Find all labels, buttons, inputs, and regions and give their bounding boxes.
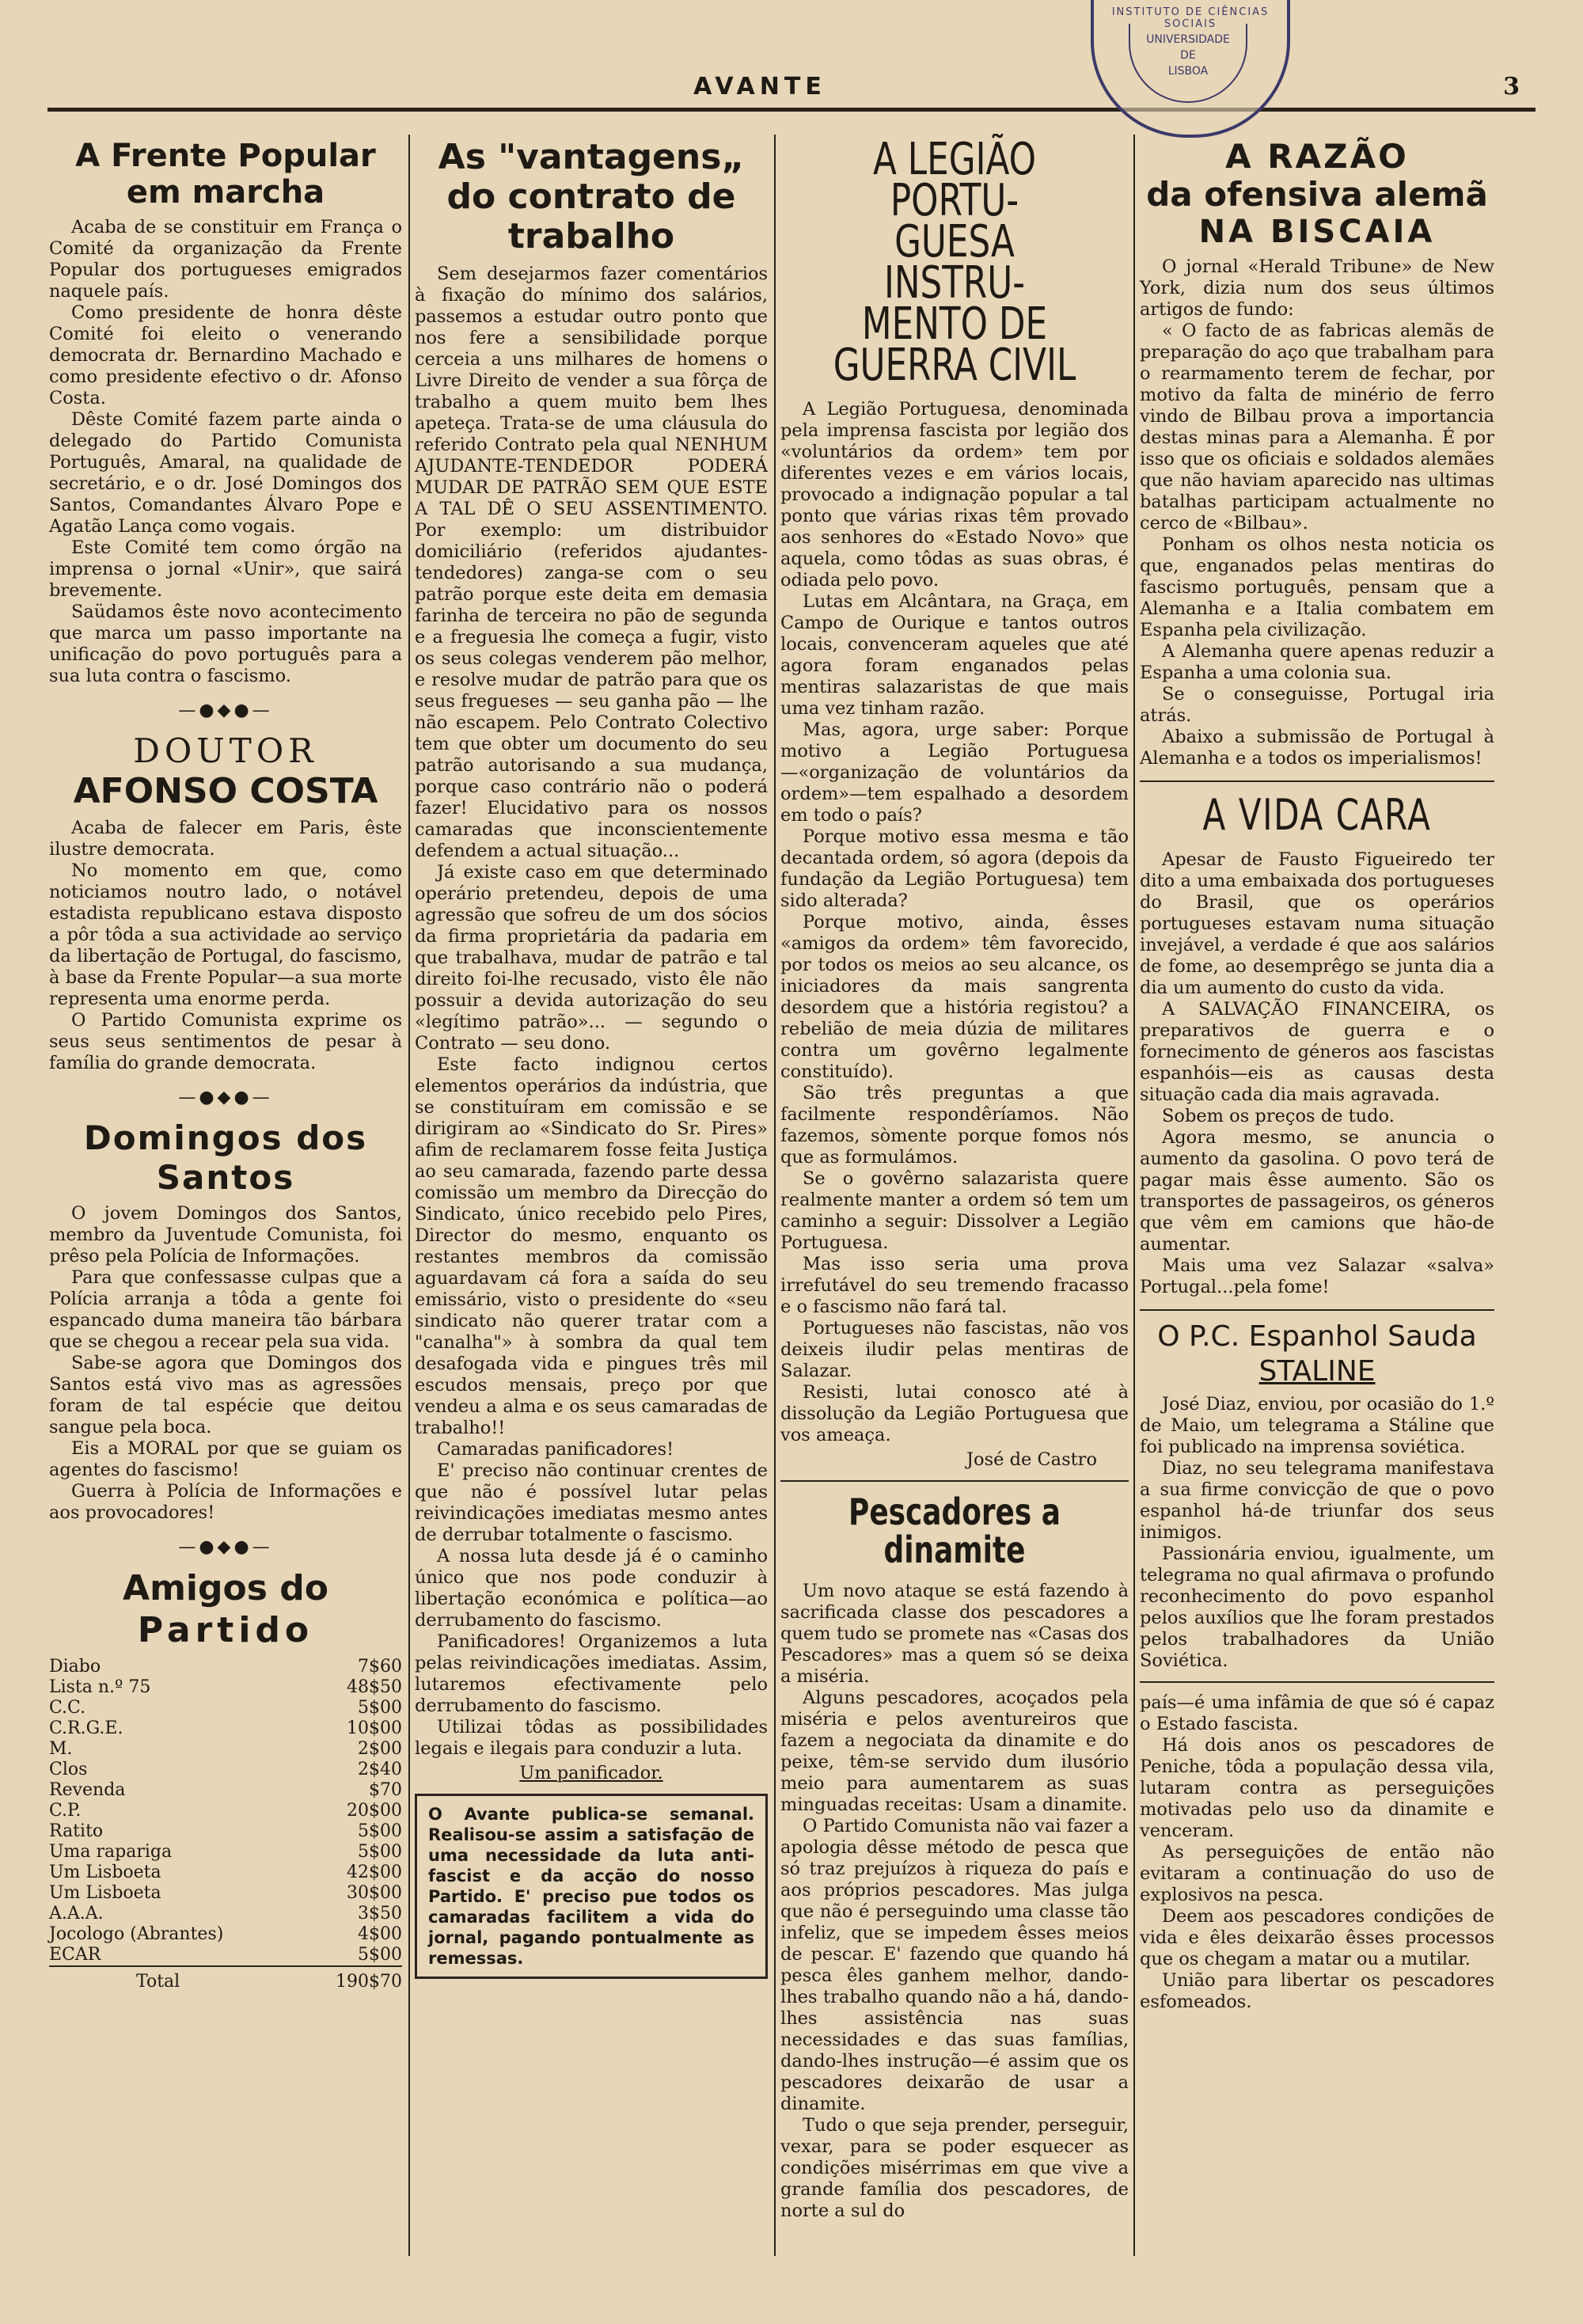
paragraph: Camaradas panificadores!	[437, 1438, 674, 1460]
ornament-divider: —●◆●—	[178, 1088, 273, 1108]
donor-name: C.R.G.E.	[49, 1718, 123, 1738]
donation-value: 5$00	[358, 1821, 402, 1841]
donation-value: 4$00	[358, 1923, 402, 1944]
paragraph: Mas isso seria uma prova irrefutável do seu tremendo fracasso e o fascismo não fará tal.	[780, 1254, 1129, 1317]
section-rule	[1140, 780, 1494, 782]
paragraph: A Legião Portuguesa, denominada pela imprensa fascista por legião dos «voluntários da ordem» tem por diferentes vezes e em vários locais, provocado a indignação popular a tal ponto que várias rixas têm provado aos senhores do «Estado Novo» que aquela, como tôdas as suas obras, é odiada pelo povo.	[780, 399, 1129, 590]
paragraph: Sabe-se agora que Domingos dos Santos está vivo mas as agressões foram de tal espécie que deitou sangue pela boca.	[49, 1353, 402, 1438]
paragraph: Lutas em Alcântara, na Graça, em Campo de Ourique e tantos outros locais, convenceram aqueles que até agora foram enganados pelas mentiras salazaristas de que mais uma vez tinham razão.	[780, 591, 1129, 719]
paragraph: Acaba de se constituir em França o Comité da organização da Frente Popular dos portugueses emigrados naquele país.	[49, 217, 402, 302]
headline: Partido	[137, 1609, 314, 1650]
paragraph: O Partido Comunista exprime os seus seus sentimentos de pesar à família do grande democrata.	[49, 1010, 402, 1074]
paragraph: Tudo o que seja prender, perseguir, vexar, para se poder esquecer as condições misérrimas em que vive a grande família dos pescadores, de norte a sul do	[780, 2114, 1129, 2221]
column-divider	[408, 135, 410, 2256]
headline: A VIDA CARA	[1202, 790, 1432, 841]
donation-row	[49, 1821, 402, 1842]
donation-value: 3$50	[358, 1903, 402, 1923]
donor-name: Um Lisboeta	[49, 1862, 161, 1882]
paragraph: Como presidente de honra dêste Comité foi eleito o venerando democrata dr. Bernardino Machado e como presidente efectivo o dr. Afonso Costa.	[49, 302, 402, 408]
section-rule	[780, 1480, 1129, 1482]
paragraph: Porque motivo, ainda, êsses «amigos da ordem» têm favorecido, por todos os meios ao seu alcance, os iniciadores da mais sangrenta desordem que a história registou? a rebelião de meia dúzia de militares contra um govêrno legalmente constituído).	[780, 912, 1129, 1082]
donation-value: 7$60	[358, 1656, 402, 1677]
stamp-line-3: LISBOA	[1167, 65, 1209, 78]
paragraph: Este facto indignou certos elementos operários da indústria, que se constituíram em comissão e se dirigiram ao «Sindicato do Sr. Pires» afim de reclamarem fosse feita Justiça ao seu camarada, fazendo parte dessa comissão um membro da Direcção do Sindicato, único recebido pelo Pires, Director do mesmo, enquanto os restantes membros da comissão aguardavam cá fora a saída do seu emissário, visto o presidente do «seu sindicato não querer tratar com a "canalha"» à sombra da qual tem desafogada vida e pingues três mil escudos mensais, preço por que vendeu a alma e os seus camaradas de trabalho!!	[415, 1054, 768, 1438]
article-contrato-trabalho	[415, 139, 768, 1784]
donation-row	[49, 1883, 402, 1904]
donation-row	[49, 1863, 402, 1883]
donation-row	[49, 1657, 402, 1677]
article-vida-cara	[1140, 790, 1494, 1298]
ornament-divider: —●◆●—	[178, 701, 273, 720]
masthead	[47, 73, 1536, 120]
article-frente-popular	[49, 139, 402, 687]
donor-name: Lista n.º 75	[49, 1677, 151, 1697]
ornament-divider: —●◆●—	[178, 1537, 273, 1558]
donation-row	[49, 1801, 402, 1821]
paragraph: Resisti, lutai conosco até à dissolução da Legião Portuguesa que vos ameaça.	[780, 1382, 1129, 1445]
donor-name: Clos	[49, 1759, 88, 1779]
donor-name: C.C.	[49, 1697, 86, 1718]
headline: do contrato de	[446, 177, 736, 218]
headline: trabalho	[507, 216, 675, 257]
paragraph: E' preciso não continuar crentes de que não é possível lutar pelas reivindicações imediatas mesmo antes de derrubar totalmente o fascismo.	[415, 1460, 768, 1545]
headline: da ofensiva alemã	[1146, 175, 1488, 215]
donations-total-row	[49, 1966, 402, 1992]
paragraph: Para que confessasse culpas que a Polícia arranja a tôda a gente foi espancado duma maneira tão bárbara que se chegou a recear pela sua vida.	[49, 1267, 402, 1353]
total-value: 190$70	[305, 1966, 402, 1992]
donor-name: Jocologo (Abrantes)	[49, 1923, 224, 1944]
headline: STALINE	[1258, 1354, 1376, 1388]
notice-box: O Avante publica-se semanal. Realisou-se assim a satisfação de uma necessidade da luta anti-fascist e da acção do nosso Partido. E' preciso pue todos os camaradas facilitem a vida do jornal, pagando pontualmente as remessas.	[415, 1794, 768, 1979]
newspaper-title: AVANTE	[693, 73, 826, 101]
column-divider	[774, 135, 776, 2256]
paragraph: Este Comité tem como órgão na imprensa o jornal «Unir», que sairá brevemente.	[49, 537, 402, 601]
total-label: Total	[49, 1966, 305, 1992]
paragraph: Abaixo a submissão de Portugal à Alemanha e a todos os imperialismos!	[1140, 727, 1494, 769]
donation-value: 30$00	[347, 1882, 402, 1903]
stamp-line-2: DE	[1180, 49, 1196, 62]
stamp-line-1: UNIVERSIDADE	[1146, 33, 1230, 46]
donation-value: 5$00	[358, 1841, 402, 1862]
donation-row	[49, 1842, 402, 1863]
article-domingos-santos	[49, 1118, 402, 1524]
donor-name: C.P.	[49, 1800, 82, 1821]
donation-row	[49, 1904, 402, 1924]
donation-value: 2$00	[358, 1738, 402, 1759]
headline: MENTO DE	[861, 298, 1048, 350]
column-4	[1140, 139, 1494, 2013]
donation-row	[49, 1924, 402, 1945]
donor-name: Diabo	[49, 1656, 101, 1677]
article-razao-ofensiva	[1140, 139, 1494, 769]
paragraph: Há dois anos os pescadores de Peniche, tôda a população dessa vila, lutaram contra as perseguições motivadas pelo uso da dinamite e venceram.	[1140, 1735, 1494, 1842]
headline: Pescadores a dinamite	[848, 1490, 1061, 1572]
headline: A RAZÃO	[1225, 137, 1409, 176]
headline: NA BISCAIA	[1198, 214, 1436, 251]
headline: Santos	[156, 1158, 295, 1198]
paragraph: Um novo ataque se está fazendo à sacrificada classe dos pescadores a quem tudo se promete nas «Casas dos Pescadores» mas a quem só se deixa a miséria.	[780, 1580, 1129, 1687]
section-rule	[1140, 1309, 1494, 1311]
article-legiao-portuguesa	[780, 134, 1129, 1471]
paragraph: Diaz, no seu telegrama manifestava a sua firme convicção de que o povo espanhol há-de triunfar dos seus inimigos.	[1140, 1458, 1494, 1544]
paragraph: Utilizai tôdas as possibilidades legais e ilegais para conduzir a luta.	[415, 1716, 768, 1759]
paragraph: União para libertar os pescadores esfomeados.	[1140, 1970, 1494, 2013]
headline: O P.C. Espanhol Sauda	[1157, 1320, 1477, 1353]
paragraph: país—é uma infâmia de que só é capaz o Estado fascista.	[1140, 1692, 1494, 1735]
stamp-inner	[1129, 24, 1247, 103]
paragraph: Eis a MORAL por que se guiam os agentes do fascismo!	[49, 1438, 402, 1481]
donation-row	[49, 1698, 402, 1718]
donation-value: 20$00	[347, 1800, 402, 1821]
article-pescadores-continued	[1140, 1692, 1494, 2013]
paragraph: Mas, agora, urge saber: Porque motivo a Legião Portuguesa—«organização de voluntários da ordem»—tem espalhado a desordem em todo o país?	[780, 720, 1129, 826]
donation-row	[49, 1780, 402, 1801]
column-3	[780, 134, 1129, 2222]
paragraph: Passionária enviou, igualmente, um telegrama no qual afirmava o profundo reconhecimento do povo espanhol pelos auxílios que lhe foram prestados pelos trabalhadores da União Soviética.	[1140, 1544, 1494, 1672]
paragraph: As perseguições de então não evitaram a continuação do uso de explosivos na pesca.	[1140, 1842, 1494, 1906]
donation-value: $70	[369, 1779, 402, 1800]
paragraph: Se o conseguisse, Portugal iria atrás.	[1140, 684, 1494, 727]
paragraph: Sem desejarmos fazer comentários à fixação do mínimo dos salários, passemos a estudar outro ponto que nos fere a sensibilidade porque cerceia a uns milhares de homens o Livre Direito de vender a sua fôrça de trabalho a quem muito bem lhes apeteça. Trata-se de uma cláusula do referido Contrato pela qual NENHUM AJUDANTE-TENDEDOR PODERÁ MUDAR DE PATRÃO SEM QUE ESTE A TAL DÊ O SEU ASSENTIMENTO. Por exemplo: um distribuidor domiciliário (referidos ajudantes-tendedores) zanga-se com o seu patrão porque este deita em demasia farinha de terceira no pão de segunda e a freguesia lhe começa a fugir, visto os seus colegas venderem pão melhor, e resolve mudar de patrão para que os seus fregueses — seu ganha pão — lhe não escapem. Pelo Contrato Colectivo tem que obter um documento do seu patrão autorisando a sua mudança, porque caso contrário não o poderá fazer! Elucidativo para os nossos camaradas que inconscientemente defendem a actual situação...	[415, 263, 768, 861]
paragraph: A SALVAÇÃO FINANCEIRA, os preparativos de guerra e o fornecimento de géneros aos fascistas espanhóis—eis as causas desta situação cada dia mais agravada.	[1140, 998, 1494, 1105]
headline: DOUTOR	[133, 731, 318, 770]
donation-value: 42$00	[347, 1862, 402, 1882]
paragraph: Portugueses não fascistas, não vos deixeis iludir pelas mentiras de Salazar.	[780, 1318, 1129, 1381]
signature: Um panificador.	[519, 1762, 663, 1783]
paragraph: Se o govêrno salazarista quere realmente manter a ordem só tem um caminho a seguir: Dissolver a Legião Portuguesa.	[780, 1168, 1129, 1253]
donor-name: Uma rapariga	[49, 1841, 173, 1862]
paragraph: Sobem os preços de tudo.	[1162, 1105, 1395, 1126]
donor-name: Um Lisboeta	[49, 1882, 161, 1903]
paragraph: « O facto de as fabricas alemãs de preparação do aço que trabalham para o rearmamento terem de fechar, por motivo da falta de minério de ferro vindo de Bilbau prova a importancia destas minas para a Alemanha. É por isso que os oficiais e soldados alemães que não haviam aparecido nas ultimas batalhas participam actualmente no cerco de «Bilbau».	[1140, 321, 1494, 534]
article-amigos-partido	[49, 1570, 402, 1992]
article-afonso-costa	[49, 731, 402, 1074]
paragraph: O jornal «Herald Tribune» de New York, dizia num dos seus últimos artigos de fundo:	[1140, 256, 1494, 321]
paragraph: Agora mesmo, se anuncia o aumento da gasolina. O povo terá de pagar mais êsse aumento. São os transportes de passageiros, os géneros que vêm em camions que hão-de aumentar.	[1140, 1126, 1494, 1255]
donation-row	[49, 1739, 402, 1760]
stamp-ring-text: INSTITUTO DE CIÊNCIAS SOCIAIS	[1111, 6, 1270, 30]
donor-name: ECAR	[49, 1944, 101, 1965]
donation-value: 48$50	[347, 1677, 402, 1697]
paragraph: São três preguntas a que facilmente respondêríamos. Não fazemos, sòmente porque fomos nós que as formulámos.	[780, 1083, 1129, 1168]
headline: GUERRA CIVIL	[833, 340, 1076, 391]
headline: AFONSO COSTA	[73, 771, 378, 812]
donor-name: Revenda	[49, 1779, 126, 1800]
paragraph: No momento em que, como noticiamos noutro lado, o notável estadista republicano estava disposto a pôr tôda a sua actividade ao serviço da libertação de Portugal, do fascismo, à base da Frente Popular—a sua morte representa uma enorme perda.	[49, 860, 402, 1010]
paragraph: Acaba de falecer em Paris, êste ilustre democrata.	[49, 818, 402, 860]
column-1	[49, 139, 402, 1992]
paragraph: Já existe caso em que determinado operário pretendeu, depois de uma agressão que sofreu de um dos sócios da firma proprietária da padaria em que trabalhava, mudar de patrão e tal direito foi-lhe recusado, visto êle não possuir a devida autorização do seu «legítimo patrão»... — segundo o Contrato — seu dono.	[415, 861, 768, 1054]
donor-name: M.	[49, 1738, 73, 1759]
paragraph: Ponham os olhos nesta noticia os que, enganados pelas mentiras do fascismo português, pensam que a Alemanha e a Italia combatem em Espanha pela civilização.	[1140, 534, 1494, 641]
paragraph: Alguns pescadores, acoçados pela miséria e pelos aventureiros que fazem a negociata da dinamite e do peixe, têm-se servido dum ilusório meio para aumentarem as suas minguadas receitas: Usam a dinamite.	[780, 1687, 1129, 1815]
donation-value: 5$00	[358, 1944, 402, 1965]
paragraph: Saüdamos êste novo acontecimento que marca um passo importante na unificação do povo português para a sua luta contra o fascismo.	[49, 602, 402, 686]
donation-value: 5$00	[358, 1697, 402, 1718]
paragraph: Porque motivo essa mesma e tão decantada ordem, só agora (depois da fundação da Legião Portuguesa) tem sido alterada?	[780, 826, 1129, 911]
paragraph: Mais uma vez Salazar «salva» Portugal...pela fome!	[1140, 1255, 1494, 1297]
signature: José de Castro	[966, 1449, 1097, 1470]
donations-table	[49, 1657, 402, 1992]
donation-row	[49, 1945, 402, 1966]
paragraph: Panificadores! Organizemos a luta pelas reivindicações imediatas. Assim, lutaremos efectivamente pelo derrubamento do fascismo.	[415, 1631, 768, 1716]
masthead-rule	[47, 108, 1536, 112]
paragraph: Guerra à Polícia de Informações e aos provocadores!	[49, 1481, 402, 1524]
paragraph: Dêste Comité fazem parte ainda o delegado do Partido Comunista Português, Amaral, na qualidade de secretário, e o dr. José Domingos dos Santos, Comandantes Álvaro Pope e Agatão Lança como vogais.	[49, 409, 402, 537]
headline: Domingos dos	[83, 1118, 368, 1158]
section-rule	[1140, 1681, 1494, 1683]
donation-row	[49, 1677, 402, 1698]
headline: A LEGIÃO PORTU-	[873, 134, 1036, 226]
paragraph: O jovem Domingos dos Santos, membro da Juventude Comunista, foi prêso pela Polícia de Informações.	[49, 1203, 402, 1267]
headline: Amigos do	[123, 1568, 328, 1609]
donor-name: A.A.A.	[49, 1903, 104, 1923]
donation-row	[49, 1760, 402, 1780]
article-pc-espanhol	[1140, 1322, 1494, 1673]
page-number: 3	[1503, 73, 1520, 101]
paragraph: Apesar de Fausto Figueiredo ter dito a uma embaixada dos portugueses do Brasil, que os operários portugueses estavam numa situação invejável, a verdade é que aos salários de fome, ao desemprêgo se junta dia a dia um aumento do custo da vida.	[1140, 849, 1494, 998]
paragraph: O Partido Comunista não vai fazer a apologia dêsse método de pesca que só traz prejuízos à riqueza do país e aos próprios pescadores. Mas julga que não é perseguindo uma classe tão infeliz, que se impedem êsses meios de pescar. E' fazendo que quando há pesca êles ganhem melhor, dando-lhes trabalho quando não a há, dando-lhes assistência nas suas necessidades e das suas famílias, dando-lhes instrução—é assim que os pescadores deixarão de usar a dinamite.	[780, 1815, 1129, 2114]
paragraph: Deem aos pescadores condições de vida e êles deixarão êsses processos que os chegam a matar ou a mutilar.	[1140, 1906, 1494, 1970]
donor-name: Ratito	[49, 1821, 104, 1841]
paragraph: A Alemanha quere apenas reduzir a Espanha a uma colonia sua.	[1140, 641, 1494, 684]
headline: em marcha	[126, 174, 325, 211]
donation-value: 10$00	[347, 1718, 402, 1738]
donation-row	[49, 1718, 402, 1739]
headline: A Frente Popular	[75, 138, 376, 174]
paragraph: José Diaz, enviou, por ocasião do 1.º de Maio, um telegrama a Stáline que foi publicado na imprensa soviética.	[1140, 1394, 1494, 1458]
column-2	[415, 139, 768, 1979]
donation-value: 2$40	[358, 1759, 402, 1779]
headline: As "vantagens„	[438, 137, 745, 177]
article-pescadores	[780, 1490, 1129, 2222]
headline: GUESA INSTRU-	[883, 216, 1026, 309]
paragraph: A nossa luta desde já é o caminho único que nos pode conduzir à libertação económica e política—ao derrubamento do fascismo.	[415, 1545, 768, 1631]
column-divider	[1133, 135, 1135, 2256]
